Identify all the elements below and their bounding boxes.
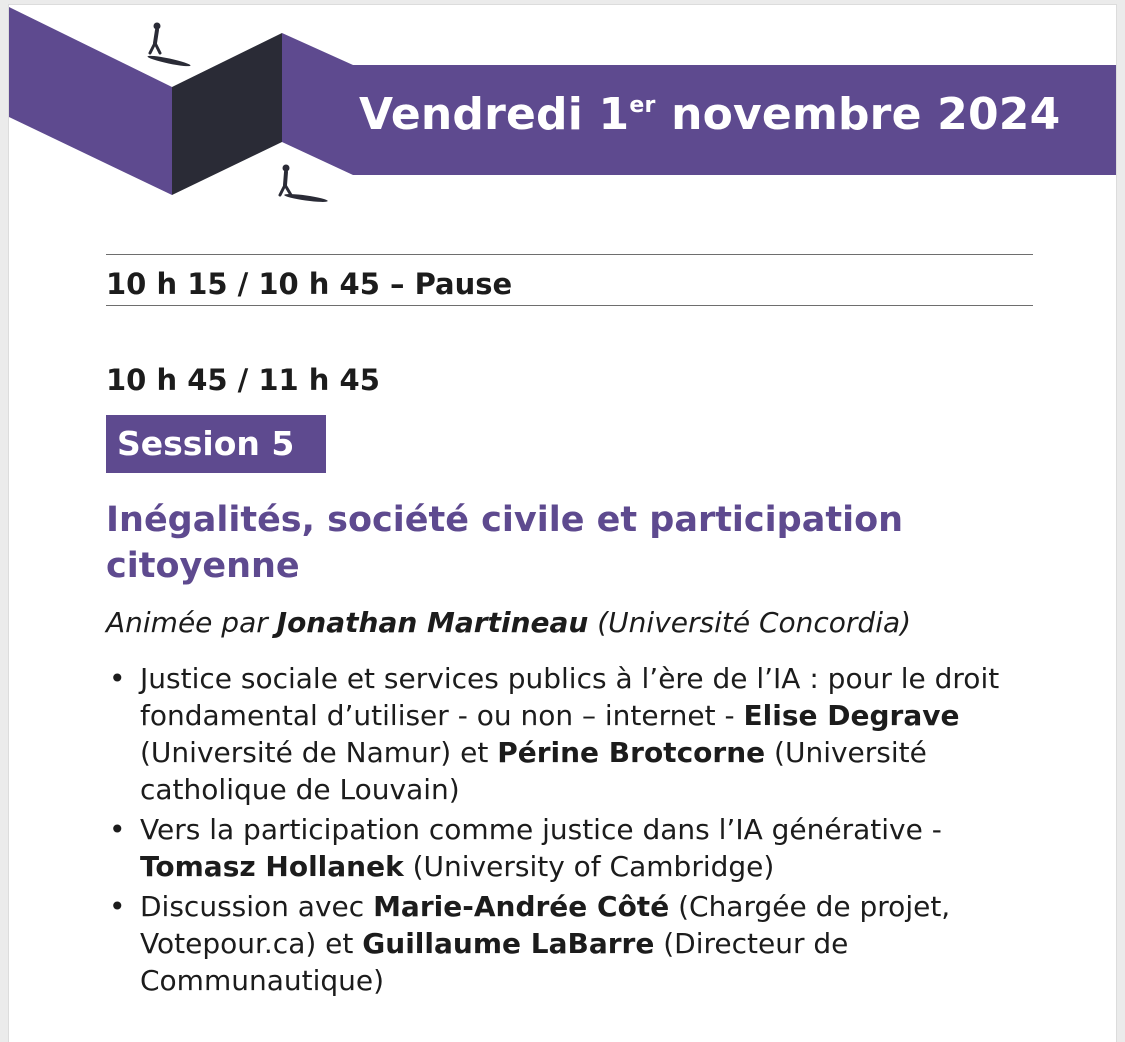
- divider-bottom: [106, 305, 1033, 306]
- list-item: [106, 660, 1036, 808]
- session-time: 10 h 45 / 11 h 45: [106, 363, 380, 397]
- talk-affiliation: (Chargée de projet, Votepour.ca) et: [140, 890, 951, 960]
- title-superscript: er: [629, 93, 656, 118]
- page-title: [359, 89, 1060, 140]
- walking-person-icon: [280, 165, 328, 204]
- list-item: [106, 888, 1036, 999]
- talk-speaker: Elise Degrave: [743, 699, 960, 732]
- moderator-name: Jonathan Martineau: [276, 606, 589, 639]
- talk-list: [106, 660, 1036, 1002]
- session-badge: Session 5: [106, 415, 326, 473]
- banner-left-band: [9, 7, 172, 195]
- talk-affiliation: (Directeur de Communautique): [140, 927, 849, 997]
- talk-affiliation: (Université de Namur) et: [140, 736, 498, 769]
- talk-affiliation: (University of Cambridge): [403, 850, 775, 883]
- program-page: [8, 4, 1117, 1042]
- pause-time: 10 h 15 / 10 h 45 – Pause: [106, 267, 513, 301]
- bullet-icon: •: [109, 662, 126, 695]
- session-title: Inégalités, société civile et participation citoyenne: [106, 500, 904, 586]
- walking-person-icon: [147, 23, 191, 69]
- title-date: novembre 2024: [655, 89, 1061, 140]
- session-moderator: [106, 606, 911, 639]
- talk-speaker: Tomasz Hollanek: [140, 850, 404, 883]
- title-day: Vendredi 1: [359, 89, 630, 140]
- talk-title: Justice sociale et services publics à l’ère de l’IA : pour le droit fondamental d’utiliser - ou non – internet -: [140, 662, 1000, 732]
- talk-affiliation: (Université catholique de Louvain): [140, 736, 927, 806]
- bullet-icon: •: [109, 890, 126, 923]
- banner-dark-wall: [172, 33, 282, 195]
- talk-speaker: Marie-Andrée Côté: [373, 890, 670, 923]
- talk-speaker: Guillaume LaBarre: [362, 927, 655, 960]
- moderator-prefix: Animée par: [106, 606, 277, 639]
- banner-connector-band: [282, 33, 353, 175]
- talk-speaker: Périne Brotcorne: [497, 736, 766, 769]
- talk-title: Discussion avec: [140, 890, 374, 923]
- moderator-affiliation: (Université Concordia): [588, 606, 912, 639]
- list-item: [106, 811, 1036, 885]
- divider-top: [106, 254, 1033, 255]
- talk-title: Vers la participation comme justice dans l’IA générative -: [140, 813, 942, 846]
- bullet-icon: •: [109, 813, 126, 846]
